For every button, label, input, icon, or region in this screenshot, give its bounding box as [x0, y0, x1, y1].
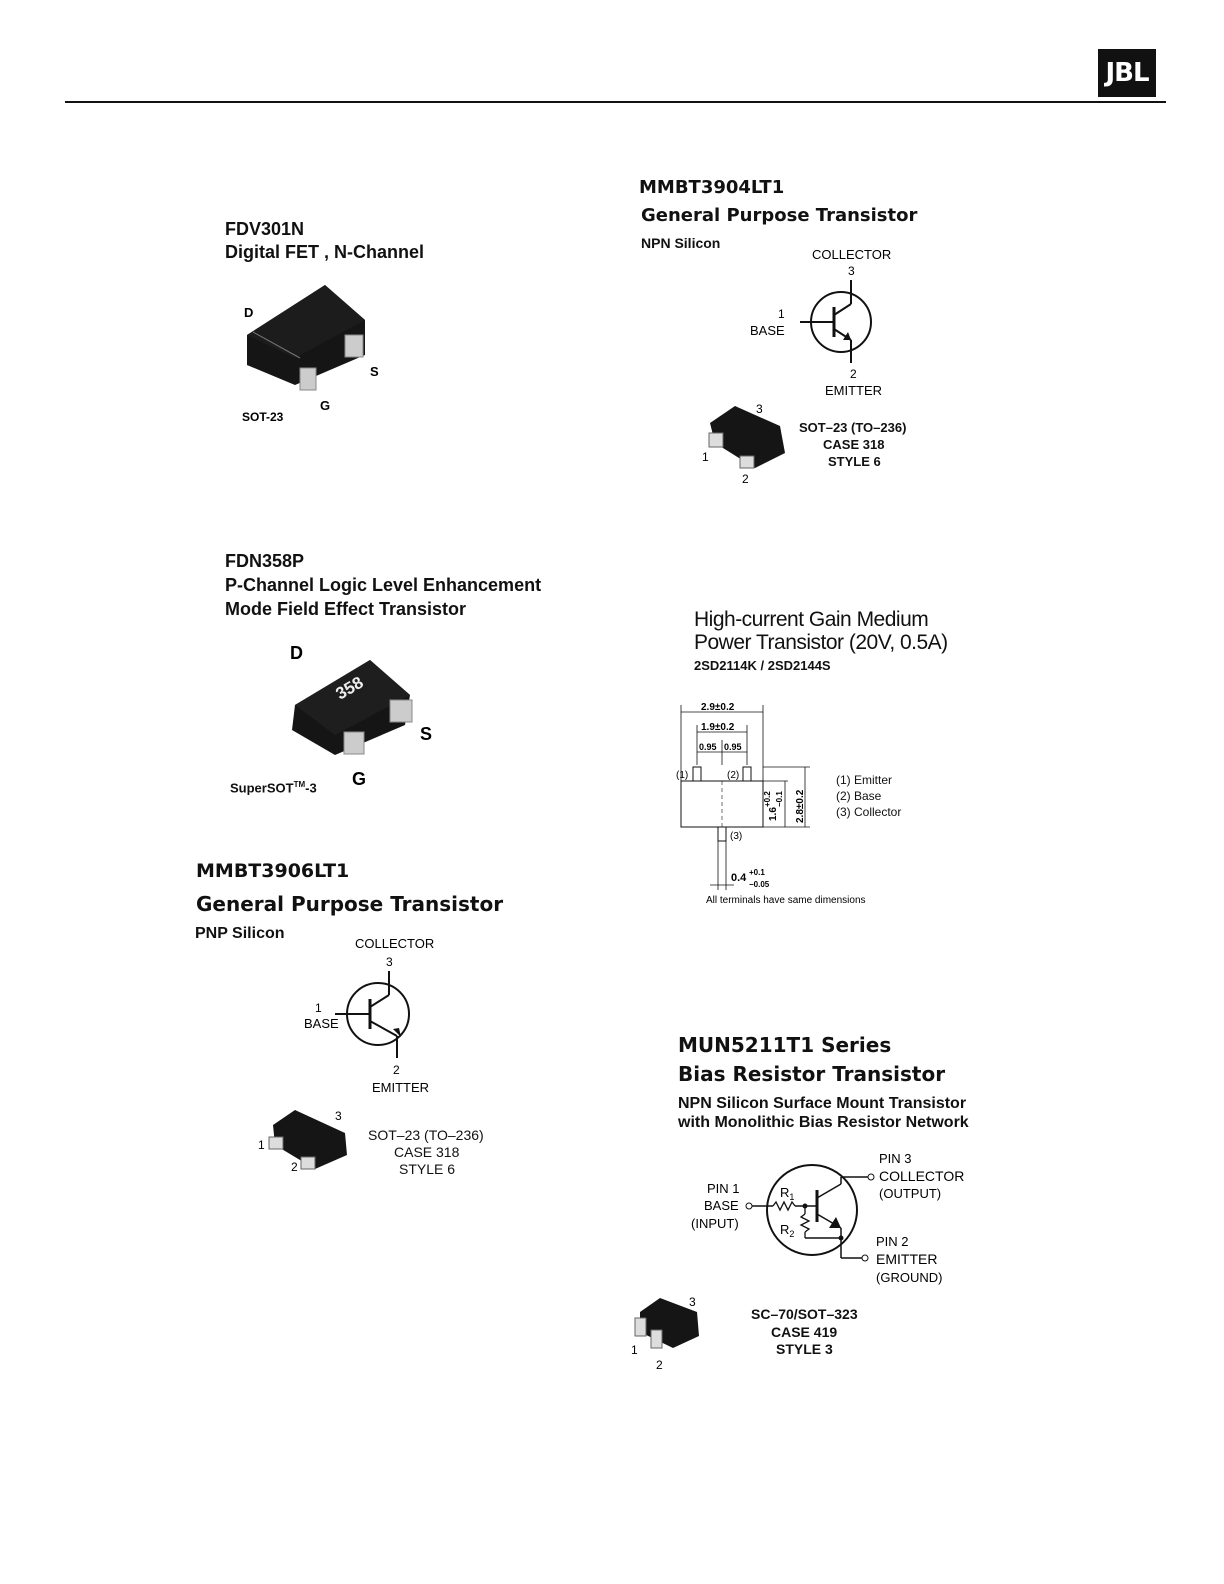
sd2114-dim-pitch: 1.9±0.2: [701, 722, 735, 733]
mun5211-r1: $R_1$: [780, 1185, 795, 1202]
mmbt3904-emitter-label: EMITTER: [825, 383, 883, 398]
mun5211-case: CASE 419: [771, 1324, 838, 1340]
sd2114-dim-half2: 0.95: [724, 742, 742, 752]
mmbt3906-part: MMBT3906LT1: [196, 860, 350, 882]
sd2114-dim-lead-plus: +0.1: [749, 868, 765, 877]
mmbt3904-subtitle: NPN Silicon: [641, 235, 721, 251]
mun5211-desc-line1: NPN Silicon Surface Mount Transistor: [678, 1095, 967, 1112]
mmbt3904-case: CASE 318: [823, 437, 885, 452]
sd2114-dim-lead-minus: −0.05: [749, 880, 770, 889]
fdv301n-package-image: [235, 280, 415, 430]
fdv301n-part: FDV301N: [225, 219, 305, 239]
mun5211-ground: (GROUND): [876, 1270, 943, 1285]
mmbt3904-pkg-pin2: 2: [742, 472, 749, 486]
sd2114-lbl-pin3: (3): [730, 831, 743, 842]
fdn358p-package: [230, 780, 317, 795]
mmbt3904-part: MMBT3904LT1: [639, 177, 785, 198]
mmbt3904-base-pin: 1: [778, 307, 785, 321]
mmbt3904-package: SOT–23 (TO–236): [799, 420, 907, 435]
fdn358p-desc-line1: P-Channel Logic Level Enhancement: [225, 575, 542, 595]
fdn358p-package-name: SuperSOT: [230, 780, 294, 796]
sd2114-legend-emitter: (1) Emitter: [836, 773, 893, 787]
mmbt3904-collector-label: COLLECTOR: [812, 247, 892, 262]
mun5211-package-image: [625, 1290, 715, 1375]
mun5211-part: MUN5211T1 Series: [678, 1033, 892, 1057]
fdv301n-pin-s: S: [370, 364, 379, 379]
mmbt3904-base-label: BASE: [750, 323, 785, 338]
fdn358p-package-suffix: -3: [305, 780, 317, 796]
header-rule: [65, 101, 1166, 103]
mun5211-pin3: PIN 3: [879, 1151, 912, 1166]
mmbt3904-package-image: [695, 398, 805, 493]
mun5211-pkg-pin1: 1: [631, 1343, 638, 1357]
mmbt3906-emitter-pin: 2: [393, 1063, 400, 1077]
sd2114-title-line1: High-current Gain Medium: [694, 608, 929, 631]
sd2114-parts: 2SD2114K / 2SD2144S: [694, 658, 831, 673]
fdv301n-pin-g: G: [320, 398, 331, 413]
fdn358p-pin-g: G: [352, 769, 367, 789]
mmbt3906-base-label: BASE: [304, 1016, 339, 1031]
mun5211-pkg-pin3: 3: [689, 1295, 696, 1309]
mun5211-output: (OUTPUT): [879, 1186, 942, 1201]
fdn358p-pin-d: D: [290, 643, 303, 663]
sd2114-legend: [836, 772, 901, 820]
sd2114-dim-height: 2.8±0.2: [795, 789, 806, 823]
mmbt3906-pkg-pin3: 3: [335, 1109, 342, 1123]
fdn358p-package-tm: TM: [293, 780, 306, 789]
mmbt3904-emitter-pin: 2: [850, 367, 857, 381]
fdn358p-part: FDN358P: [225, 551, 305, 571]
mun5211-desc-line2: with Monolithic Bias Resistor Network: [678, 1114, 969, 1131]
mmbt3904-pkg-pin3: 3: [756, 402, 763, 416]
mun5211-style: STYLE 3: [776, 1341, 833, 1357]
fdv301n-pin-d: D: [244, 305, 254, 320]
mun5211-pin1: PIN 1: [707, 1181, 740, 1196]
mun5211-input: (INPUT): [691, 1216, 739, 1231]
mmbt3904-collector-pin: 3: [848, 264, 855, 278]
mmbt3906-subtitle: PNP Silicon: [195, 925, 285, 942]
mun5211-collector: COLLECTOR: [879, 1168, 965, 1184]
fdn358p-desc-line2: Mode Field Effect Transistor: [225, 599, 467, 619]
mmbt3906-base-pin: 1: [315, 1001, 322, 1015]
mmbt3906-pkg-pin2: 2: [291, 1160, 298, 1174]
fdn358p-pin-s: S: [420, 724, 433, 744]
mmbt3906-style: STYLE 6: [399, 1161, 456, 1177]
jbl-logo: JBL: [1098, 49, 1156, 97]
sd2114-dim-width: 2.9±0.2: [701, 702, 735, 713]
sd2114-lbl-pin2: (2): [727, 770, 740, 781]
sd2114-note: All terminals have same dimensions: [706, 895, 866, 906]
mmbt3906-package-image: [255, 1105, 365, 1180]
sd2114-title-line2: Power Transistor (20V, 0.5A): [694, 631, 948, 654]
mmbt3906-package: SOT–23 (TO–236): [368, 1127, 484, 1143]
fdn358p-package-image: [280, 640, 450, 790]
mmbt3906-collector-label: COLLECTOR: [355, 936, 435, 951]
mmbt3904-style: STYLE 6: [828, 454, 881, 469]
sd2114-dim-half1: 0.95: [699, 742, 717, 752]
mmbt3906-title: General Purpose Transistor: [196, 892, 504, 916]
sd2114-lbl-pin1: (1): [676, 770, 689, 781]
mun5211-schematic: [685, 1148, 975, 1288]
mmbt3904-title: General Purpose Transistor: [641, 205, 918, 226]
fdv301n-package: SOT-23: [242, 410, 284, 424]
mmbt3904-symbol: [740, 245, 920, 405]
mun5211-emitter: EMITTER: [876, 1251, 938, 1267]
mmbt3906-case: CASE 318: [394, 1144, 460, 1160]
mmbt3906-collector-pin: 3: [386, 955, 393, 969]
sd2114-legend-collector: (3) Collector: [836, 805, 902, 819]
mmbt3904-pkg-pin1: 1: [702, 450, 709, 464]
mun5211-title: Bias Resistor Transistor: [678, 1062, 946, 1086]
mun5211-pin2: PIN 2: [876, 1234, 909, 1249]
mmbt3906-pkg-pin1: 1: [258, 1138, 265, 1152]
fdv301n-desc: Digital FET , N-Channel: [225, 242, 425, 262]
mun5211-package: SC–70/SOT–323: [751, 1306, 858, 1322]
mmbt3906-symbol: [295, 933, 465, 1098]
mmbt3906-emitter-label: EMITTER: [372, 1080, 430, 1095]
sd2114-legend-base: (2) Base: [836, 789, 882, 803]
sd2114-dim-body-minus: −0.1: [775, 791, 784, 807]
sd2114-dim-body: 1.6: [768, 807, 779, 821]
fdn358p-marking: 358: [332, 672, 367, 704]
mun5211-pkg-pin2: 2: [656, 1358, 663, 1372]
sd2114-dim-body-plus: +0.2: [763, 791, 772, 807]
sd2114-dim-lead: 0.4: [731, 872, 747, 884]
mun5211-base: BASE: [704, 1198, 739, 1213]
mun5211-r2: $R_2$: [780, 1222, 795, 1239]
